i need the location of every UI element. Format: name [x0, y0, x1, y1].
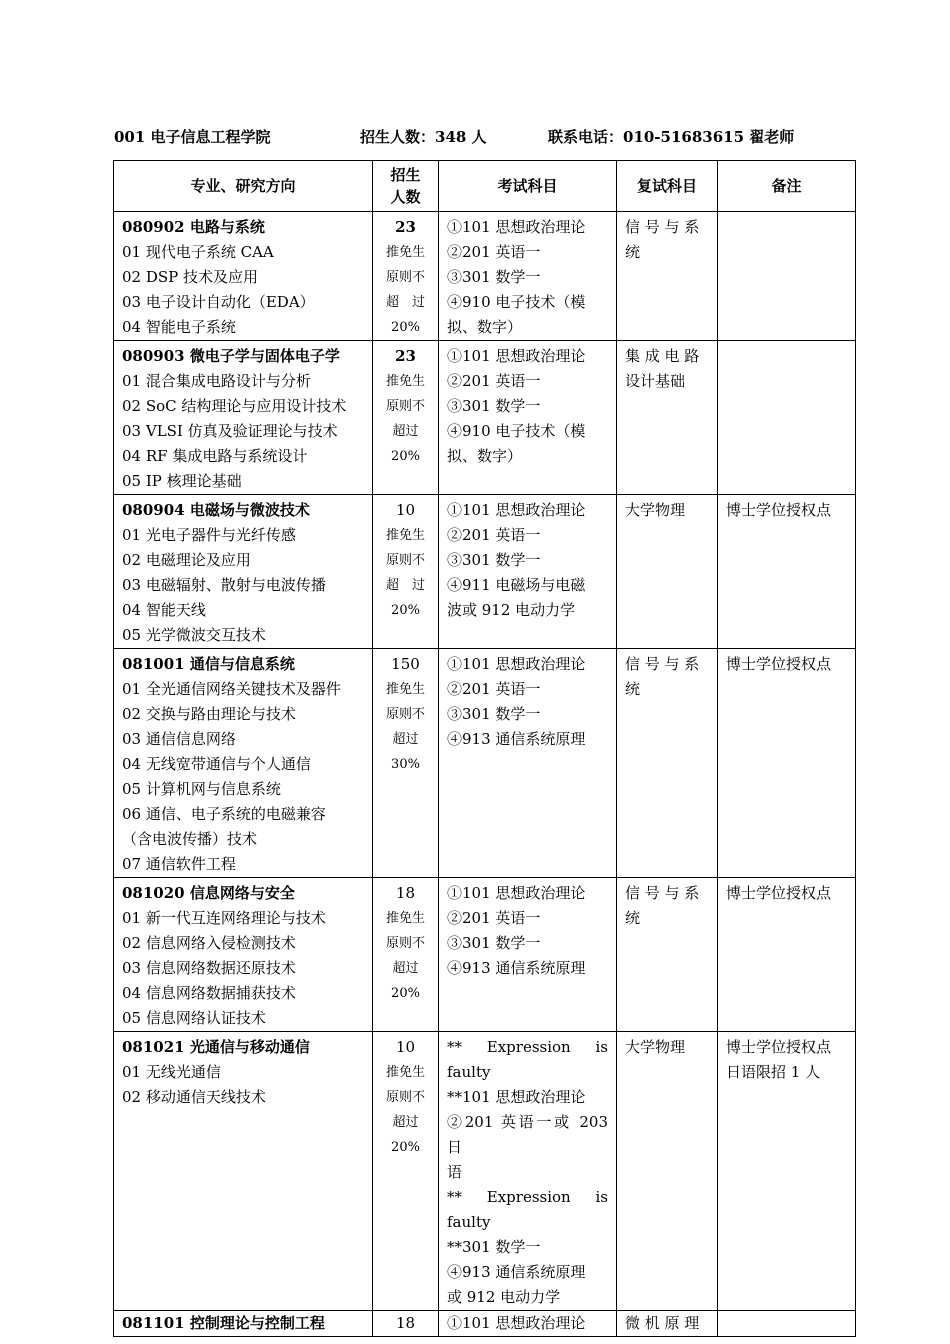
- exam-subject: ①101 思想政治理论: [447, 501, 586, 519]
- research-direction: 01 光电子器件与光纤传感: [122, 526, 296, 544]
- research-direction: 01 现代电子系统 CAA: [122, 243, 274, 261]
- remark-text: 博士学位授权点: [726, 884, 832, 902]
- quota-note: 原则不: [385, 707, 425, 722]
- research-direction: 02 DSP 技术及应用: [122, 268, 259, 286]
- exam-subject: **301 数学一: [447, 1238, 541, 1256]
- exam-cell: [439, 649, 617, 878]
- exam-subject: ②201 英语一: [447, 243, 541, 261]
- remark-cell: [718, 878, 856, 1032]
- quota-note: 超过: [392, 424, 419, 439]
- retest-subject: 大学物理: [625, 1038, 686, 1056]
- exam-cell: [439, 495, 617, 649]
- research-direction: 06 通信、电子系统的电磁兼容: [122, 805, 326, 823]
- quota-cell: [373, 341, 439, 495]
- quota-cell: [373, 1032, 439, 1311]
- table-header-row: [114, 161, 856, 212]
- quota-note: 原则不: [385, 553, 425, 568]
- research-direction: 05 IP 核理论基础: [122, 472, 242, 490]
- retest-subject: 设计基础: [625, 372, 686, 390]
- quota-note: 超 过: [385, 295, 425, 310]
- table-row: [114, 341, 856, 495]
- exam-subject: ②201 英语一: [447, 909, 541, 927]
- exam-subject: ②201 英语一: [447, 526, 541, 544]
- major-cell: [114, 878, 373, 1032]
- quota-note: 30%: [391, 757, 420, 772]
- quota-number: 23: [395, 347, 416, 365]
- research-direction: 01 混合集成电路设计与分析: [122, 372, 311, 390]
- exam-subject: ** Expression is faulty: [447, 1038, 608, 1081]
- header-quota-line2: 人数: [390, 188, 421, 206]
- quota-number: 18: [395, 884, 416, 902]
- quota-note: 20%: [391, 449, 420, 464]
- retest-cell: [617, 1032, 718, 1311]
- exam-subject: ③301 数学一: [447, 268, 541, 286]
- exam-cell: [439, 1032, 617, 1311]
- exam-subject: 或 912 电动力学: [447, 1288, 561, 1306]
- quota-note: 原则不: [385, 399, 425, 414]
- exam-subject: ②201 英语一: [447, 372, 541, 390]
- retest-cell: [617, 495, 718, 649]
- retest-cell: [617, 341, 718, 495]
- table-row: [114, 495, 856, 649]
- major-title: 081021 光通信与移动通信: [122, 1038, 310, 1056]
- exam-subject: ④910 电子技术（模: [447, 293, 586, 311]
- remark-cell: [718, 212, 856, 341]
- table-row: [114, 212, 856, 341]
- retest-subject: 统: [625, 680, 641, 698]
- college-name: 001 电子信息工程学院: [114, 128, 271, 146]
- remark-cell: [718, 495, 856, 649]
- quota-number: 10: [395, 1038, 416, 1056]
- retest-subject: 信 号 与 系: [625, 655, 700, 673]
- header-line: [114, 124, 854, 150]
- major-title: 080902 电路与系统: [122, 218, 265, 236]
- remark-text: 日语限招 1 人: [726, 1063, 821, 1081]
- major-title: 081001 通信与信息系统: [122, 655, 295, 673]
- quota-note: 超过: [392, 961, 419, 976]
- enrollment-count: 招生人数：348 人: [360, 128, 487, 146]
- research-direction: 04 无线宽带通信与个人通信: [122, 755, 311, 773]
- quota-note: 推免生: [385, 528, 425, 543]
- research-direction: 05 信息网络认证技术: [122, 1009, 266, 1027]
- exam-subject: ④910 电子技术（模: [447, 422, 586, 440]
- research-direction: 01 全光通信网络关键技术及器件: [122, 680, 341, 698]
- quota-note: 20%: [391, 320, 420, 335]
- quota-note: 超过: [392, 732, 419, 747]
- header-major: 专业、研究方向: [114, 161, 373, 212]
- quota-cell: [373, 649, 439, 878]
- major-title: 080904 电磁场与微波技术: [122, 501, 310, 519]
- exam-subject: ①101 思想政治理论: [447, 347, 586, 365]
- table-row: [114, 878, 856, 1032]
- research-direction: 03 电子设计自动化（EDA）: [122, 293, 315, 311]
- quota-note: 原则不: [385, 270, 425, 285]
- research-direction: 05 计算机网与信息系统: [122, 780, 281, 798]
- research-direction: 04 信息网络数据捕获技术: [122, 984, 296, 1002]
- quota-note: 推免生: [385, 911, 425, 926]
- retest-subject: 统: [625, 243, 641, 261]
- remark-cell: [718, 1311, 856, 1337]
- quota-cell: [373, 212, 439, 341]
- research-direction: 02 移动通信天线技术: [122, 1088, 266, 1106]
- remark-text: 博士学位授权点: [726, 655, 832, 673]
- retest-subject: 集 成 电 路: [625, 347, 700, 365]
- retest-subject: 统: [625, 909, 641, 927]
- exam-subject: ③301 数学一: [447, 934, 541, 952]
- retest-line: 微 机 原 理: [625, 1314, 700, 1332]
- header-exam: 考试科目: [439, 161, 617, 212]
- header-retest: 复试科目: [617, 161, 718, 212]
- contact-phone: 联系电话：010-51683615 翟老师: [548, 128, 795, 146]
- retest-subject: 信 号 与 系: [625, 884, 700, 902]
- admission-table: [113, 160, 856, 1337]
- quota-note: 20%: [391, 603, 420, 618]
- major-cell: [114, 341, 373, 495]
- major-cell: [114, 1032, 373, 1311]
- research-direction: 04 智能天线: [122, 601, 206, 619]
- exam-subject: ③301 数学一: [447, 551, 541, 569]
- quota-number: 10: [395, 501, 416, 519]
- quota-note: 原则不: [385, 1090, 425, 1105]
- quota-note: 推免生: [385, 682, 425, 697]
- research-direction: 02 电磁理论及应用: [122, 551, 251, 569]
- research-direction: 02 信息网络入侵检测技术: [122, 934, 296, 952]
- quota-note: 推免生: [385, 374, 425, 389]
- exam-subject: ③301 数学一: [447, 397, 541, 415]
- exam-subject: ④913 通信系统原理: [447, 959, 586, 977]
- research-direction: 03 电磁辐射、散射与电波传播: [122, 576, 326, 594]
- research-direction: 01 新一代互连网络理论与技术: [122, 909, 326, 927]
- quota-number: 18: [395, 1314, 416, 1332]
- exam-subject: ** Expression is faulty: [447, 1188, 608, 1231]
- quota-note: 20%: [391, 986, 420, 1001]
- exam-line: ①101 思想政治理论: [447, 1314, 586, 1332]
- research-direction: （含电波传播）技术: [122, 830, 258, 848]
- research-direction: 04 智能电子系统: [122, 318, 236, 336]
- remark-cell: [718, 341, 856, 495]
- table-row: [114, 649, 856, 878]
- major-cell: [114, 495, 373, 649]
- exam-cell: [439, 1311, 617, 1337]
- quota-note: 超 过: [385, 578, 425, 593]
- quota-note: 原则不: [385, 936, 425, 951]
- remark-text: 博士学位授权点: [726, 1038, 832, 1056]
- quota-cell: [373, 495, 439, 649]
- quota-note: 20%: [391, 1140, 420, 1155]
- header-remark: 备注: [718, 161, 856, 212]
- exam-subject: 拟、数字）: [447, 318, 523, 336]
- exam-cell: [439, 878, 617, 1032]
- retest-cell: [617, 649, 718, 878]
- exam-subject: ④911 电磁场与电磁: [447, 576, 586, 594]
- exam-subject: ①101 思想政治理论: [447, 884, 586, 902]
- major-title: 081020 信息网络与安全: [122, 884, 295, 902]
- quota-note: 超过: [392, 1115, 419, 1130]
- research-direction: 01 无线光通信: [122, 1063, 221, 1081]
- research-direction: 03 通信信息网络: [122, 730, 236, 748]
- exam-subject: ③301 数学一: [447, 705, 541, 723]
- table-row-last: [114, 1311, 856, 1337]
- retest-cell: [617, 212, 718, 341]
- header-quota: [373, 161, 439, 212]
- research-direction: 07 通信软件工程: [122, 855, 236, 873]
- major-cell: [114, 212, 373, 341]
- exam-subject: ④913 通信系统原理: [447, 730, 586, 748]
- exam-subject: ①101 思想政治理论: [447, 218, 586, 236]
- quota-note: 推免生: [385, 245, 425, 260]
- research-direction: 02 交换与路由理论与技术: [122, 705, 296, 723]
- retest-cell: [617, 878, 718, 1032]
- remark-cell: [718, 649, 856, 878]
- exam-cell: [439, 341, 617, 495]
- exam-subject: ④913 通信系统原理: [447, 1263, 586, 1281]
- exam-subject: ②201 英语一或 203 日: [447, 1113, 608, 1156]
- research-direction: 02 SoC 结构理论与应用设计技术: [122, 397, 347, 415]
- major-cell: [114, 1311, 373, 1337]
- research-direction: 04 RF 集成电路与系统设计: [122, 447, 308, 465]
- research-direction: 05 光学微波交互技术: [122, 626, 266, 644]
- exam-subject: **101 思想政治理论: [447, 1088, 586, 1106]
- quota-note: 推免生: [385, 1065, 425, 1080]
- research-direction: 03 VLSI 仿真及验证理论与技术: [122, 422, 338, 440]
- exam-cell: [439, 212, 617, 341]
- table-body: [114, 212, 856, 1337]
- major-title: 081101 控制理论与控制工程: [122, 1314, 325, 1332]
- exam-subject: ②201 英语一: [447, 680, 541, 698]
- quota-cell: [373, 1311, 439, 1337]
- quota-number: 150: [391, 655, 420, 673]
- exam-subject: ①101 思想政治理论: [447, 655, 586, 673]
- remark-cell: [718, 1032, 856, 1311]
- remark-text: 博士学位授权点: [726, 501, 832, 519]
- major-cell: [114, 649, 373, 878]
- header-quota-line1: 招生: [390, 166, 421, 184]
- quota-cell: [373, 878, 439, 1032]
- table-row: [114, 1032, 856, 1311]
- exam-subject: 拟、数字）: [447, 447, 523, 465]
- exam-subject: 语: [447, 1163, 463, 1181]
- retest-subject: 信 号 与 系: [625, 218, 700, 236]
- exam-subject: 波或 912 电动力学: [447, 601, 576, 619]
- retest-cell: [617, 1311, 718, 1337]
- quota-number: 23: [395, 218, 416, 236]
- retest-subject: 大学物理: [625, 501, 686, 519]
- research-direction: 03 信息网络数据还原技术: [122, 959, 296, 977]
- major-title: 080903 微电子学与固体电子学: [122, 347, 340, 365]
